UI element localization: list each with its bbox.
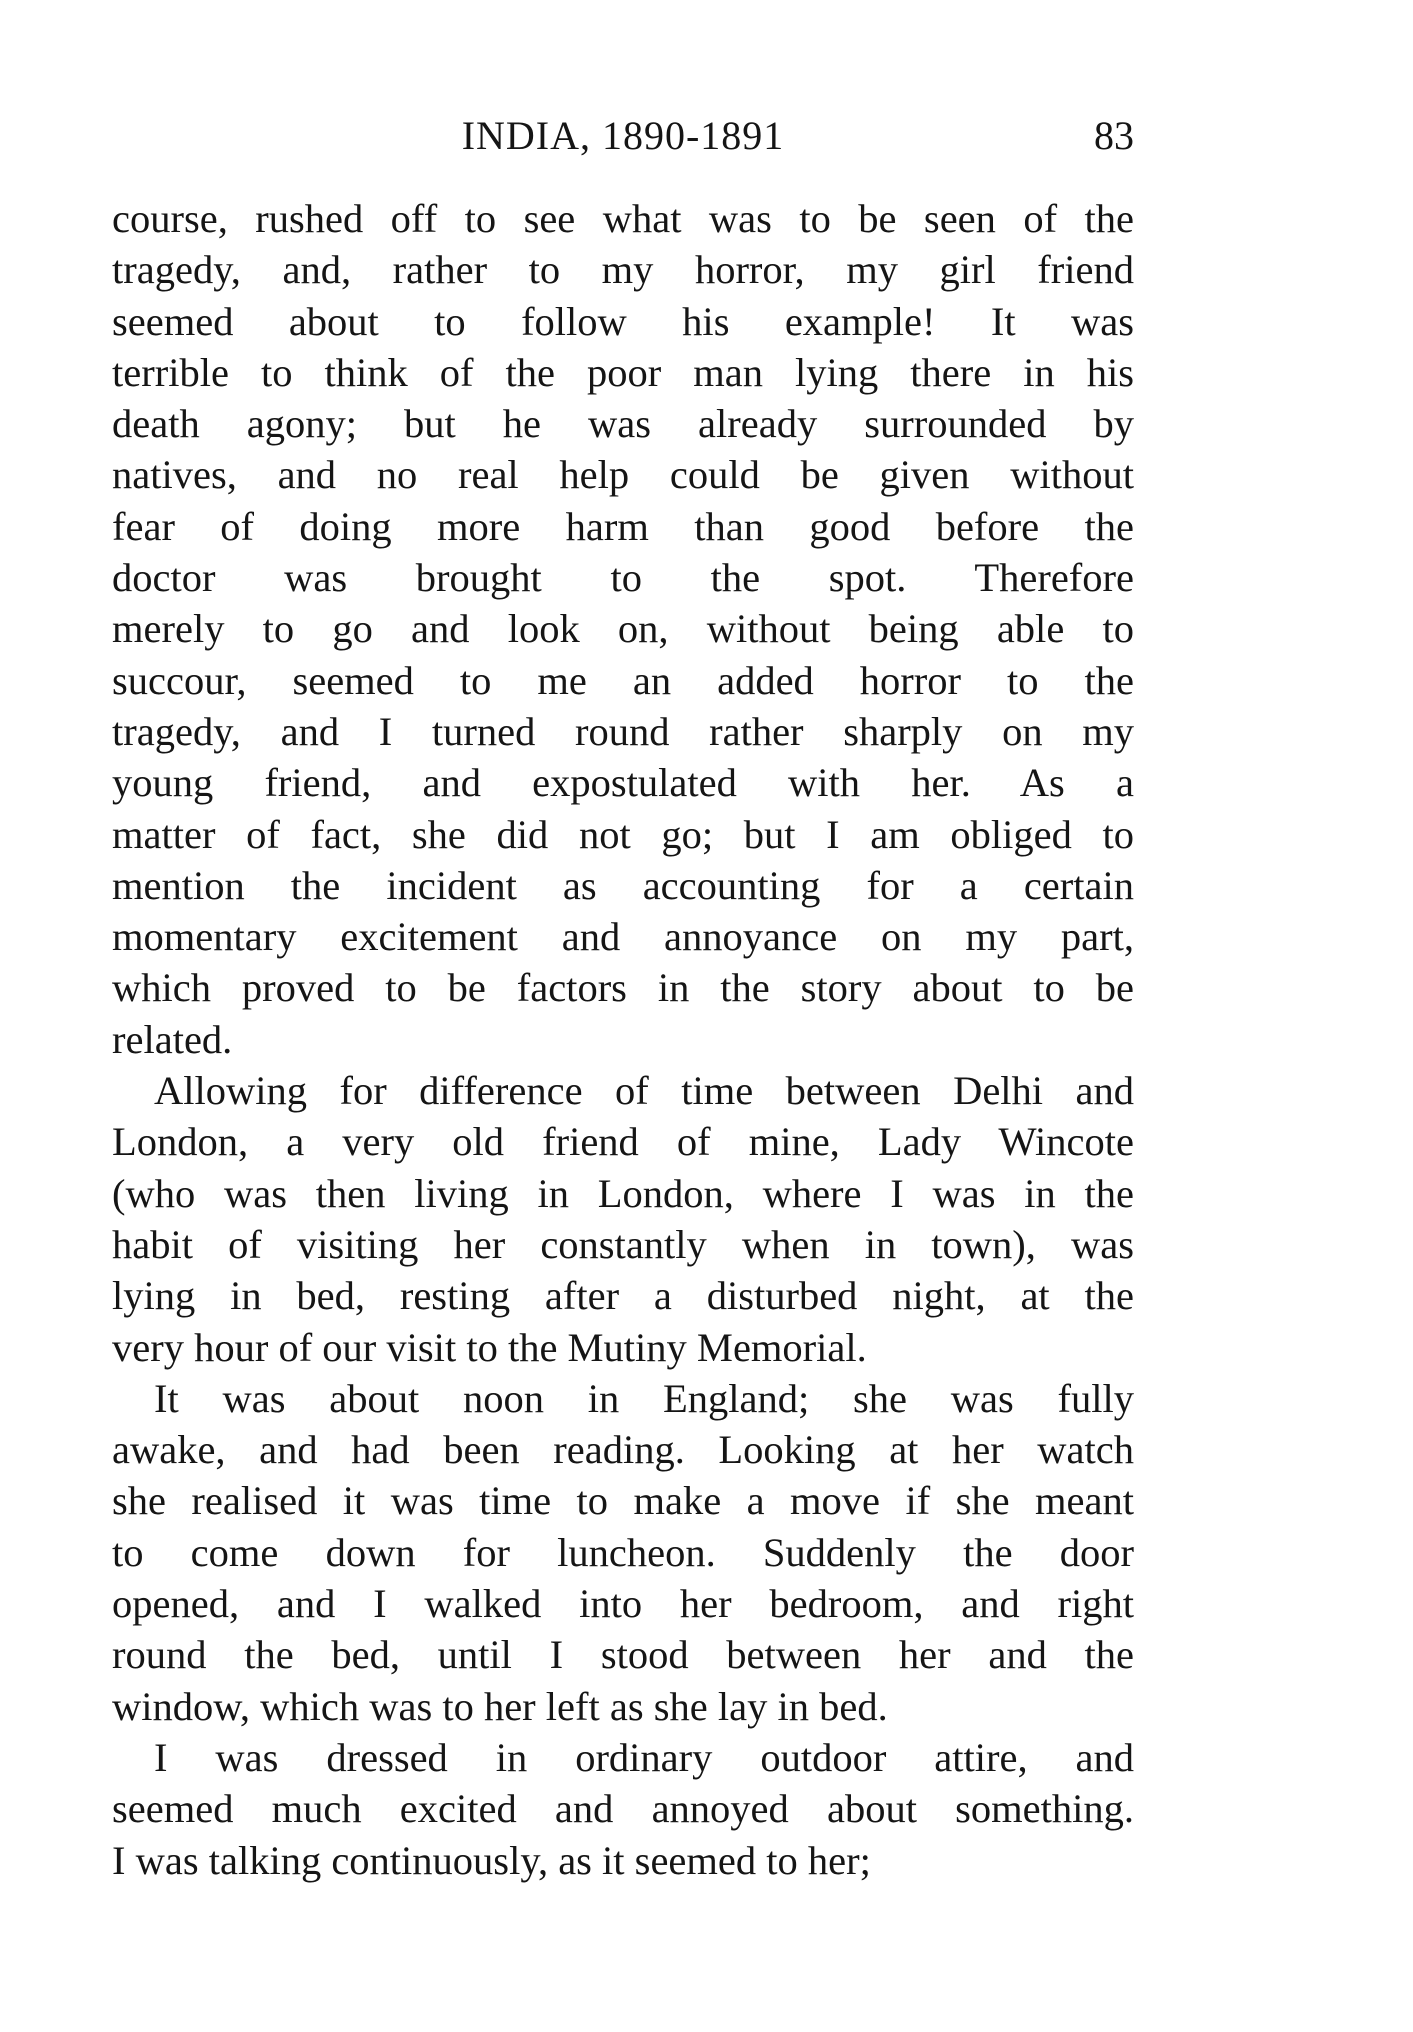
text-line: natives, and no real help could be given without bbox=[112, 452, 1134, 498]
text-line: death agony; but he was already surrounded by bbox=[112, 401, 1134, 447]
text-line: merely to go and look on, without being able to bbox=[112, 606, 1134, 652]
paragraph bbox=[112, 1732, 1134, 1886]
paragraph bbox=[112, 193, 1134, 1065]
text-line: habit of visiting her constantly when in town), was bbox=[112, 1221, 1134, 1267]
text-line: tragedy, and I turned round rather sharply on my bbox=[112, 708, 1134, 754]
text-line: It was about noon in England; she was fully bbox=[154, 1375, 1134, 1421]
text-line: young friend, and expostulated with her. As a bbox=[112, 760, 1134, 806]
text-line: doctor was brought to the spot. Therefore bbox=[112, 555, 1134, 601]
text-line: lying in bed, resting after a disturbed night, at the bbox=[112, 1273, 1134, 1319]
text-line: to come down for luncheon. Suddenly the door bbox=[112, 1529, 1134, 1575]
text-line: she realised it was time to make a move if she meant bbox=[112, 1478, 1134, 1524]
running-head: INDIA, 1890-1891 bbox=[461, 113, 785, 158]
text-line: awake, and had been reading. Looking at her watch bbox=[112, 1427, 1134, 1473]
text-line: course, rushed off to see what was to be seen of the bbox=[112, 196, 1134, 241]
text-line: window, which was to her left as she lay in bed. bbox=[112, 1683, 888, 1729]
paragraph bbox=[112, 1373, 1134, 1732]
text-line: mention the incident as accounting for a certain bbox=[112, 862, 1134, 908]
text-line: seemed about to follow his example! It was bbox=[112, 298, 1134, 344]
text-line: succour, seemed to me an added horror to the bbox=[112, 657, 1134, 703]
page-header bbox=[112, 112, 1134, 172]
text-line: seemed much excited and annoyed about something. bbox=[112, 1786, 1134, 1832]
text-line: round the bed, until I stood between her and the bbox=[112, 1632, 1134, 1678]
text-line: very hour of our visit to the Mutiny Memorial. bbox=[112, 1324, 867, 1370]
text-line: related. bbox=[112, 1016, 233, 1062]
text-line: Allowing for difference of time between Delhi and bbox=[154, 1068, 1134, 1114]
text-line: opened, and I walked into her bedroom, and right bbox=[112, 1581, 1134, 1627]
text-line: terrible to think of the poor man lying there in his bbox=[112, 349, 1134, 395]
text-line: London, a very old friend of mine, Lady Wincote bbox=[112, 1119, 1134, 1165]
text-line: (who was then living in London, where I was in the bbox=[112, 1170, 1134, 1216]
paragraph bbox=[112, 1065, 1134, 1373]
body-text bbox=[112, 193, 1134, 1886]
text-line: I was talking continuously, as it seemed to her; bbox=[112, 1837, 871, 1883]
text-line: matter of fact, she did not go; but I am obliged to bbox=[112, 811, 1134, 857]
text-line: momentary excitement and annoyance on my part, bbox=[112, 914, 1134, 960]
page-number: 83 bbox=[1094, 113, 1134, 158]
text-line: fear of doing more harm than good before the bbox=[112, 503, 1134, 549]
text-line: tragedy, and, rather to my horror, my girl friend bbox=[112, 247, 1134, 293]
text-line: I was dressed in ordinary outdoor attire, and bbox=[154, 1734, 1134, 1780]
text-line: which proved to be factors in the story about to be bbox=[112, 965, 1134, 1011]
